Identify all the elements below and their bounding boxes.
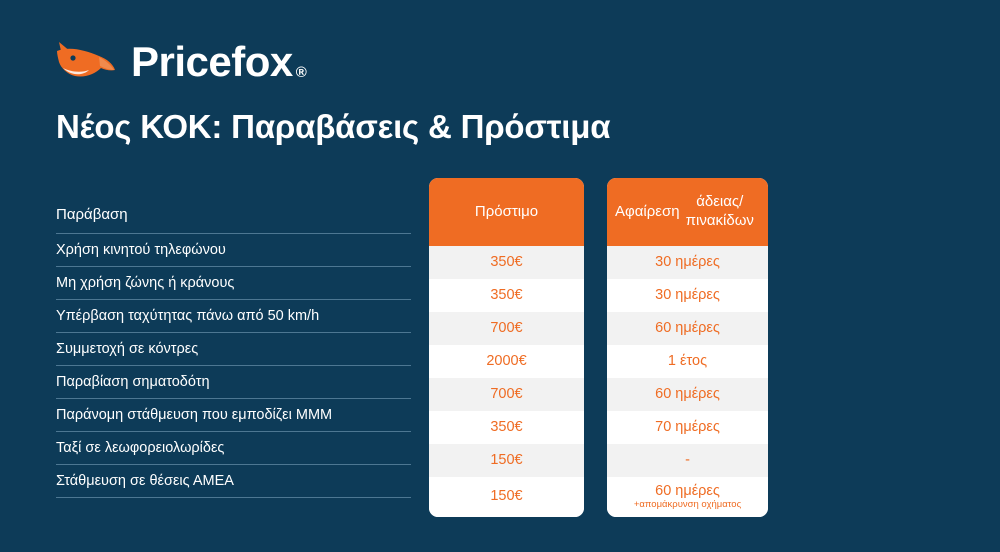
table-row: Μη χρήση ζώνης ή κράνους: [56, 267, 411, 300]
table-row: Στάθμευση σε θέσεις ΑΜΕΑ: [56, 465, 411, 498]
fine-cell: 700€: [429, 312, 584, 345]
column-header-violation: Παράβαση: [56, 178, 411, 234]
removal-note: +απομάκρυνση οχήματος: [633, 499, 742, 511]
table-row: Ταξί σε λεωφορειολωρίδες: [56, 432, 411, 465]
removal-cell: 1 έτος: [607, 345, 768, 378]
fine-cell: 150€: [429, 444, 584, 477]
column-header-removal-line1: Αφαίρεση: [615, 202, 680, 220]
removal-cell: 60 ημέρες: [607, 312, 768, 345]
brand-name: Pricefox: [131, 38, 293, 85]
fine-column: [429, 178, 584, 517]
violation-column: [56, 178, 411, 498]
column-header-fine: Πρόστιμο: [429, 178, 584, 246]
removal-cell: 70 ημέρες: [607, 411, 768, 444]
removal-cell: 30 ημέρες: [607, 246, 768, 279]
fine-cell: 350€: [429, 279, 584, 312]
table-row: Συμμετοχή σε κόντρες: [56, 333, 411, 366]
removal-cell: -: [607, 444, 768, 477]
removal-column: [607, 178, 768, 517]
violations-table: [56, 178, 768, 523]
fine-cell: 700€: [429, 378, 584, 411]
removal-cell: 60 ημέρες: [607, 378, 768, 411]
table-row: Παραβίαση σηματοδότη: [56, 366, 411, 399]
registered-mark: ®: [295, 64, 307, 81]
fine-cell: 350€: [429, 411, 584, 444]
fine-cell: 350€: [429, 246, 584, 279]
column-header-removal: [607, 178, 768, 246]
table-row: Υπέρβαση ταχύτητας πάνω από 50 km/h: [56, 300, 411, 333]
fine-cell: 150€: [429, 477, 584, 517]
column-header-removal-line2: άδειας/πινακίδων: [685, 193, 754, 229]
page-title: Νέος ΚΟΚ: Παραβάσεις & Πρόστιμα: [56, 108, 611, 145]
brand-wordmark: [131, 38, 307, 85]
brand-logo: [55, 32, 306, 92]
removal-cell: 30 ημέρες: [607, 279, 768, 312]
fine-cell: 2000€: [429, 345, 584, 378]
table-row: Παράνομη στάθμευση που εμποδίζει ΜΜΜ: [56, 399, 411, 432]
table-row: Χρήση κινητού τηλεφώνου: [56, 234, 411, 267]
removal-cell: 60 ημέρες +απομάκρυνση οχήματος: [607, 477, 768, 517]
fox-logo-icon: [55, 38, 117, 86]
